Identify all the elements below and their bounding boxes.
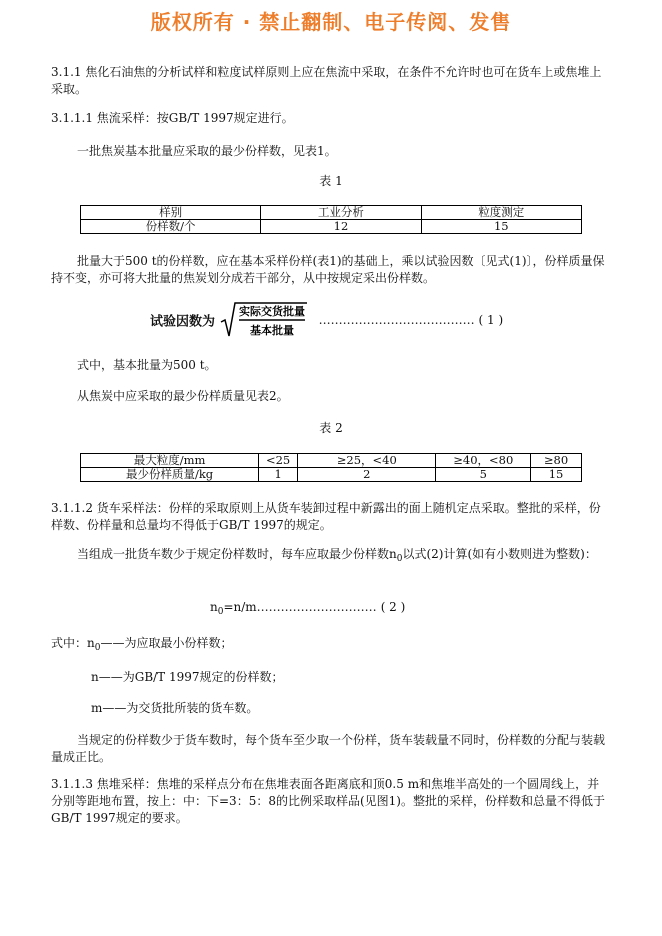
table1-caption: 表 1 <box>319 174 343 188</box>
formula1-numerator: 实际交货批量 <box>238 305 305 318</box>
formula2-number: ( 2 ) <box>380 600 406 614</box>
definition-n0-sub: 0 <box>94 643 101 653</box>
table-1 <box>80 205 582 234</box>
paragraph-3-1-1-1: 3.1.1.1 焦流采样：按GB/T 1997规定进行。 <box>51 111 294 125</box>
paragraph-wagon-count-b: 以式(2)计算(如有小数则进为整数)： <box>402 547 597 561</box>
table1-header-cell: 样别 <box>81 206 261 220</box>
sqrt-fraction <box>219 300 309 340</box>
subscript-0: 0 <box>396 554 403 564</box>
paragraph-table1-intro: 一批焦炭基本批量应采取的最少份样数，见表1。 <box>77 144 337 158</box>
table1-cell: 12 <box>261 220 421 234</box>
formula2-n: n <box>210 600 218 614</box>
table1-header-cell: 粒度测定 <box>421 206 581 220</box>
formula1-denominator: 基本批量 <box>249 324 294 337</box>
table2-cell: 最少份样质量/kg <box>81 468 259 482</box>
formula2-rest: =n/m………………………… <box>223 600 377 614</box>
formula2-sub: 0 <box>217 607 224 617</box>
formula1-number: ( 1 ) <box>478 313 504 327</box>
table1-header-cell: 工业分析 <box>261 206 421 220</box>
definition-n0-a: 式中：n <box>51 636 95 650</box>
definition-n: n——为GB/T 1997规定的份样数； <box>91 670 284 684</box>
paragraph-wagon-count <box>51 546 611 568</box>
paragraph-3-1-1-2: 3.1.1.2 货车采样法：份样的采取原则上从货车装卸过程中新露出的面上随机定点采取。整批的采样，份样数、份样量和总量均不得低于GB/T 1997的规定。 <box>51 501 601 532</box>
table2-cell: 2 <box>298 468 436 482</box>
definition-m: m——为交货批所装的货车数。 <box>91 701 259 715</box>
formula1-dots: ………………………………… <box>318 313 475 327</box>
paragraph-wagon-count-a: 当组成一批货车数少于规定份样数时，每车应取最少份样数n <box>77 547 397 561</box>
table2-cell: ≥25，<40 <box>298 454 436 468</box>
paragraph-base-batch: 式中，基本批量为500 t。 <box>77 358 217 372</box>
paragraph-large-batch: 批量大于500 t的份样数，应在基本采样份样(表1)的基础上，乘以试验因数〔见式(1)〕，份样质量保持不变，亦可将大批量的焦炭划分成若干部分，从中按规定采出份样数。 <box>51 254 605 285</box>
table2-cell: 1 <box>259 468 298 482</box>
definition-n0 <box>51 635 232 657</box>
copyright-banner: 版权所有 · 禁止翻制、电子传阅、发售 <box>150 10 512 34</box>
table2-cell: 最大粒度/mm <box>81 454 259 468</box>
table2-cell: ≥40，<80 <box>436 454 531 468</box>
table2-cell: 5 <box>436 468 531 482</box>
formula-2 <box>210 599 405 621</box>
paragraph-3-1-1-3: 3.1.1.3 焦堆采样：焦堆的采样点分布在焦堆表面各距离底和顶0.5 m和焦堆半高处的一个圆周线上，并分别等距地布置，按上：中：下=3：5：8的比例采取样品(见图1)。整批的采样，份样数和总量不得低于GB/T 1997规定的要求。 <box>51 777 605 825</box>
paragraph-wagon-distribution: 当规定的份样数少于货车数时，每个货车至少取一个份样，货车装载量不同时，份样数的分配与装载量成正比。 <box>51 733 606 764</box>
table1-cell: 15 <box>421 220 581 234</box>
paragraph-table2-intro: 从焦炭中应采取的最少份样质量见表2。 <box>77 389 289 403</box>
definition-n0-b: ——为应取最小份样数； <box>100 636 233 650</box>
table2-cell: ≥80 <box>531 454 582 468</box>
paragraph-3-1-1: 3.1.1 焦化石油焦的分析试样和粒度试样原则上应在焦流中采取，在条件不允许时也可在货车上或焦堆上采取。 <box>51 65 602 96</box>
table2-cell: 15 <box>531 468 582 482</box>
formula1-lhs: 试验因数为 <box>150 314 216 330</box>
table1-cell: 份样数/个 <box>81 220 261 234</box>
table-2 <box>80 453 582 482</box>
table2-cell: <25 <box>259 454 298 468</box>
formula-1 <box>150 300 504 340</box>
table2-caption: 表 2 <box>319 421 343 435</box>
